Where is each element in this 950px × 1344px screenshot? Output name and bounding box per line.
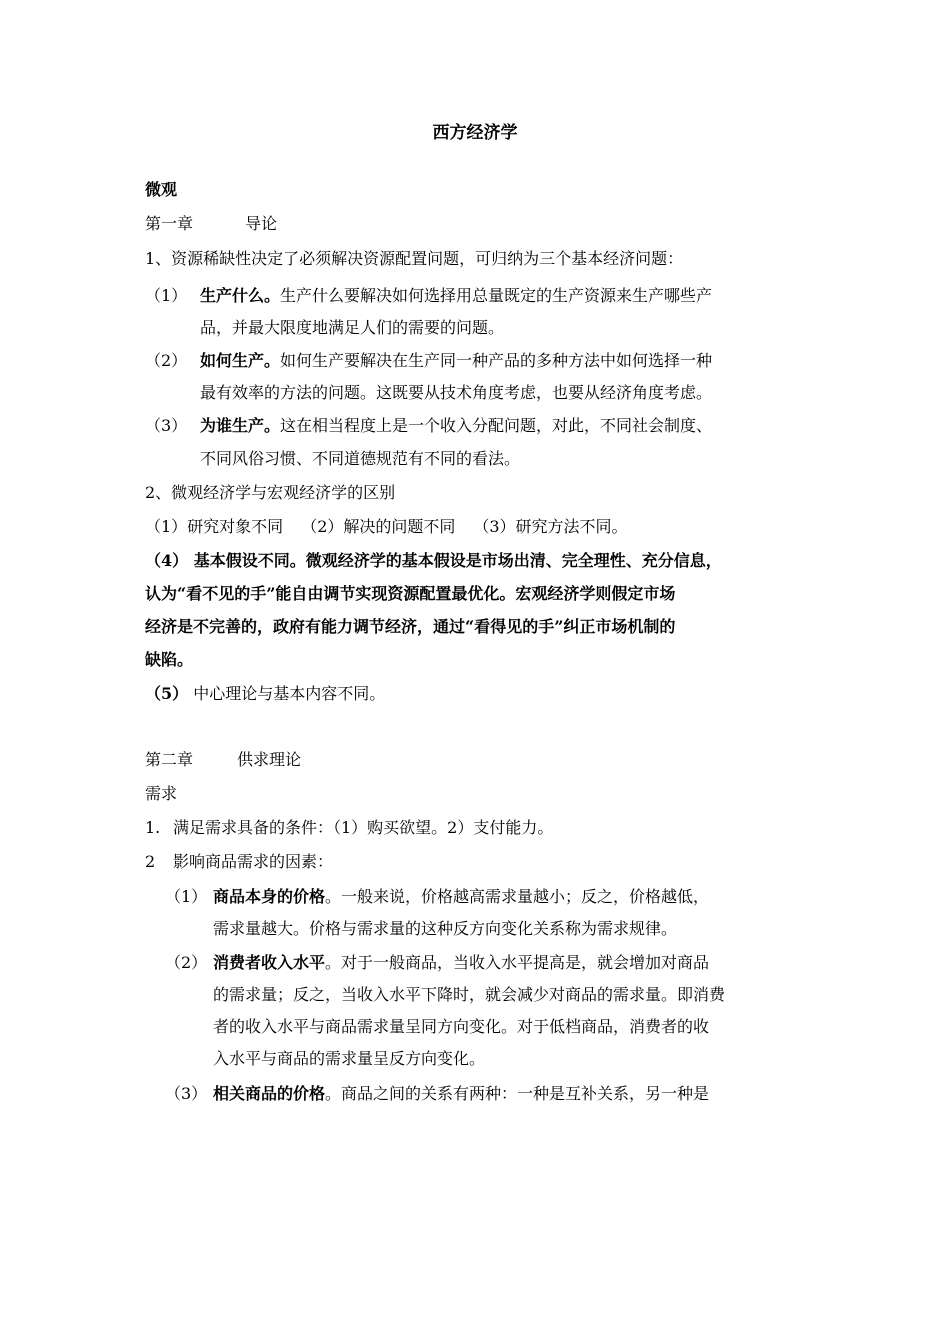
ch1-item-2-number: （2）: [145, 351, 188, 370]
ch2-factors-text: 影响商品需求的因素：: [173, 852, 334, 871]
chapter-1-title: 导论: [245, 214, 278, 233]
ch1-diff-row: [145, 515, 628, 539]
ch2-factors-number: 2: [145, 852, 156, 871]
ch1-item-1-text-2: 品，并最大限度地满足人们的需要的问题。: [200, 318, 505, 337]
ch2-item-2-text-1: 。对于一般商品，当收入水平提高是，就会增加对商品: [325, 953, 710, 972]
ch2-item-2-number: （2）: [165, 953, 208, 972]
ch1-item-2-text-1: 如何生产要解决在生产同一种产品的多种方法中如何选择一种: [280, 351, 713, 370]
ch1-diff-5: [145, 682, 385, 706]
ch2-item-2-line-1: [165, 951, 709, 975]
ch2-item-2-term: 消费者收入水平: [213, 953, 326, 972]
ch2-condition-text: 满足需求具备的条件：（1）购买欲望。2）支付能力。: [173, 818, 554, 837]
ch1-item-2-term: 如何生产。: [200, 351, 281, 370]
ch1-item-1-number: （1）: [145, 286, 188, 305]
ch2-item-3-line-1: [165, 1082, 709, 1106]
ch1-diff-3: （3）研究方法不同。: [473, 517, 628, 536]
ch1-item-3-text-2: 不同风俗习惯、不同道德规范有不同的看法。: [200, 449, 521, 468]
ch2-item-3-text-1: 。商品之间的关系有两种：一种是互补关系，另一种是: [325, 1084, 710, 1103]
ch1-diff-5-number: （5）: [145, 684, 189, 703]
ch2-item-2-text-3: 者的收入水平与商品需求量呈同方向变化。对于低档商品，消费者的收: [213, 1017, 710, 1036]
ch1-diff-2: （2）解决的问题不同: [301, 517, 456, 536]
ch1-item-3-number: （3）: [145, 416, 188, 435]
ch1-diff-4-line-2: 认为“看不见的手”能自由调节实现资源配置最优化。宏观经济学则假定市场: [145, 584, 676, 603]
ch1-diff-1: （1）研究对象不同: [145, 517, 284, 536]
ch2-condition-number: 1.: [145, 818, 161, 837]
ch1-item-1-line-1: [145, 284, 712, 308]
ch2-item-1-line-1: [165, 885, 709, 909]
ch1-diff-title: 2、微观经济学与宏观经济学的区别: [145, 483, 396, 502]
chapter-1-intro: 1、资源稀缺性决定了必须解决资源配置问题，可归纳为三个基本经济问题：: [145, 249, 684, 268]
ch1-item-2-text-2: 最有效率的方法的问题。这既要从技术角度考虑，也要从经济角度考虑。: [200, 383, 713, 402]
ch2-item-2-text-4: 入水平与商品的需求量呈反方向变化。: [213, 1049, 486, 1068]
ch1-diff-4-line-4: 缺陷。: [145, 650, 194, 669]
ch1-item-2-line-1: [145, 349, 712, 373]
ch1-item-3-term: 为谁生产。: [200, 416, 281, 435]
ch2-condition: [145, 816, 553, 840]
ch1-item-3-line-1: [145, 414, 712, 438]
ch2-item-1-text-2: 需求量越大。价格与需求量的这种反方向变化关系称为需求规律。: [213, 919, 678, 938]
ch2-item-1-term: 商品本身的价格: [213, 887, 326, 906]
ch2-item-3-number: （3）: [165, 1084, 208, 1103]
section-heading: 微观: [145, 180, 178, 199]
ch1-diff-5-text: 中心理论与基本内容不同。: [188, 684, 386, 703]
ch1-item-3-text-1: 这在相当程度上是一个收入分配问题，对此，不同社会制度、: [280, 416, 713, 435]
chapter-2-title: 供求理论: [237, 750, 302, 769]
ch1-item-1-text-1: 生产什么要解决如何选择用总量既定的生产资源来生产哪些产: [280, 286, 713, 305]
ch1-diff-4-line-3: 经济是不完善的，政府有能力调节经济，通过“看得见的手”纠正市场机制的: [145, 617, 676, 636]
document-title: 西方经济学: [432, 123, 518, 143]
chapter-1-number: 第一章: [145, 214, 194, 233]
ch2-subheading: 需求: [145, 784, 178, 803]
ch2-item-2-text-2: 的需求量；反之，当收入水平下降时，就会减少对商品的需求量。即消费: [213, 985, 726, 1004]
ch2-item-3-term: 相关商品的价格: [213, 1084, 326, 1103]
ch1-diff-4-line-1: （4） 基本假设不同。微观经济学的基本假设是市场出清、完全理性、充分信息，: [145, 551, 722, 570]
ch2-item-1-text-1: 。一般来说，价格越高需求量越小；反之，价格越低，: [325, 887, 710, 906]
ch1-item-1-term: 生产什么。: [200, 286, 281, 305]
chapter-2-number: 第二章: [145, 750, 194, 769]
ch2-factors: [145, 850, 333, 874]
chapter-2-heading: [145, 748, 301, 772]
ch2-item-1-number: （1）: [165, 887, 208, 906]
chapter-1-heading: [145, 212, 277, 236]
